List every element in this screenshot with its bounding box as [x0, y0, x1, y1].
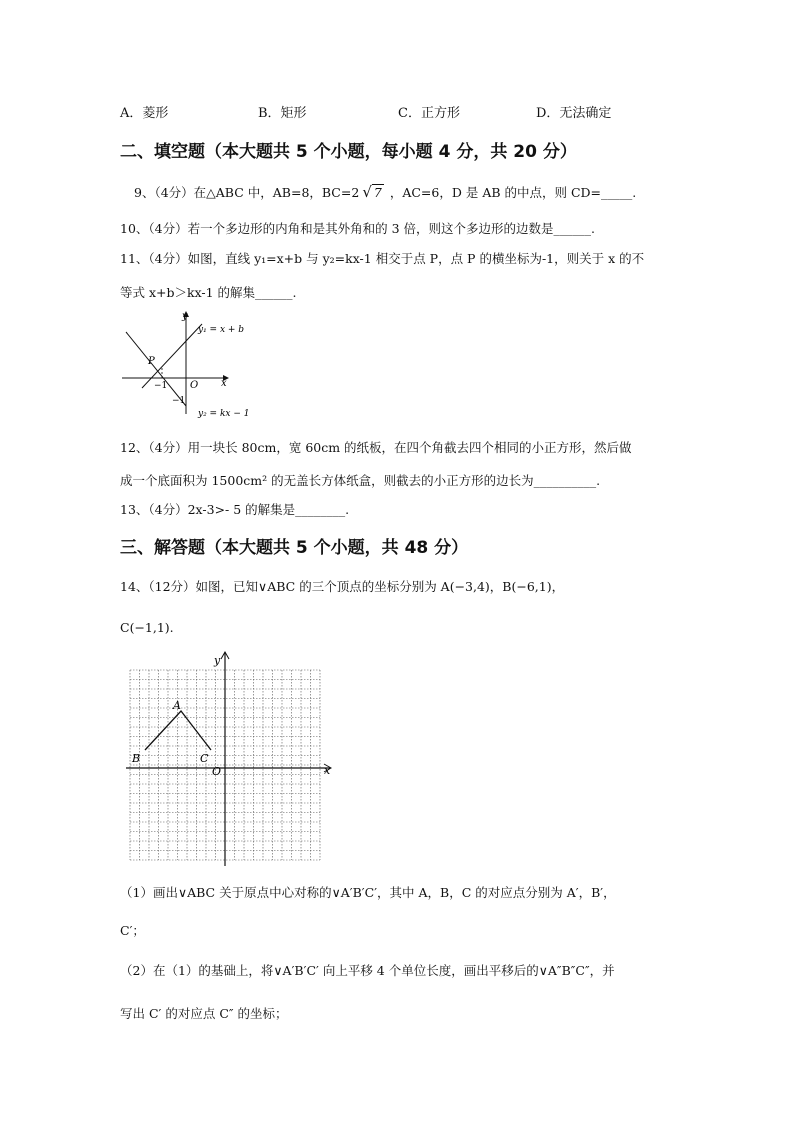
option-a: A．菱形: [120, 106, 169, 121]
question-14-part-1-line-1: （1）画出∨ABC 关于原点中心对称的∨A′B′C′，其中 A，B，C 的对应点分别为 A′，B′，: [120, 885, 616, 900]
question-14-part-1-line-2: C′；: [120, 923, 145, 938]
line-y2-label: y₂ = kx − 1: [198, 409, 250, 419]
question-11-line-2: 等式 x+b＞kx-1 的解集______.: [120, 285, 297, 300]
line-y1-label: y₁ = x + b: [198, 325, 245, 335]
point-p-label: P: [148, 356, 155, 367]
question-9-body: △ABC 中，AB=8，BC=2: [206, 185, 360, 200]
origin-label: O: [190, 380, 199, 391]
figure-q11-graph: [118, 308, 258, 420]
vertex-b-label: B: [132, 752, 141, 765]
question-9-suffix: ，AC=6，D 是 AB 的中点，则 CD=_____.: [389, 185, 637, 200]
question-9: [134, 183, 636, 201]
vertex-c-label: C: [200, 752, 209, 765]
line-y2: [126, 332, 186, 406]
x-axis-label: x: [221, 378, 227, 389]
x-axis-label: x: [324, 764, 331, 777]
question-9-prefix: 9、（4分）在: [134, 185, 207, 200]
vertex-a-label: A: [173, 699, 181, 712]
sqrt-symbol: √: [362, 183, 372, 201]
question-12-line-1: 12、（4分）用一块长 80cm，宽 60cm 的纸板，在四个角截去四个相同的小正方形，然后做: [120, 440, 632, 455]
question-13: 13、（4分）2x-3>- 5 的解集是________.: [120, 502, 350, 517]
option-c: C．正方形: [398, 106, 460, 121]
question-14-line-2: C(−1,1).: [120, 620, 174, 635]
section-title-solutions: 三、解答题（本大题共 5 个小题，共 48 分）: [120, 538, 469, 558]
option-d: D．无法确定: [536, 106, 612, 121]
section-title-fill-in: 二、填空题（本大题共 5 个小题，每小题 4 分，共 20 分）: [120, 142, 577, 162]
figure-q14-grid: [120, 648, 340, 870]
y-axis-label: y: [214, 654, 221, 667]
question-9-sqrt-arg: 7: [373, 185, 382, 200]
triangle-abc: [145, 711, 211, 750]
question-14-line-1: 14、（12分）如图，已知∨ABC 的三个顶点的坐标分别为 A(−3,4)，B(−6,1)，: [120, 579, 565, 594]
option-b: B．矩形: [258, 106, 307, 121]
y-tick-label: −1: [172, 396, 186, 406]
question-10: 10、（4分）若一个多边形的内角和是其外角和的 3 倍，则这个多边形的边数是______.: [120, 221, 595, 236]
question-12-line-2: 成一个底面积为 1500cm² 的无盖长方体纸盒，则截去的小正方形的边长为__________.: [120, 473, 601, 488]
question-14-part-2-line-2: 写出 C′ 的对应点 C″ 的坐标；: [120, 1006, 288, 1021]
origin-label: O: [212, 765, 222, 778]
x-tick-label: −1: [154, 381, 168, 391]
y-axis-label: y: [182, 311, 188, 322]
question-11-line-1: 11、（4分）如图，直线 y₁=x+b 与 y₂=kx-1 相交于点 P，点 P 的横坐标为-1，则关于 x 的不: [120, 251, 645, 266]
question-14-part-2-line-1: （2）在（1）的基础上，将∨A′B′C′ 向上平移 4 个单位长度，画出平移后的∨A″B″C″，并: [120, 963, 615, 978]
